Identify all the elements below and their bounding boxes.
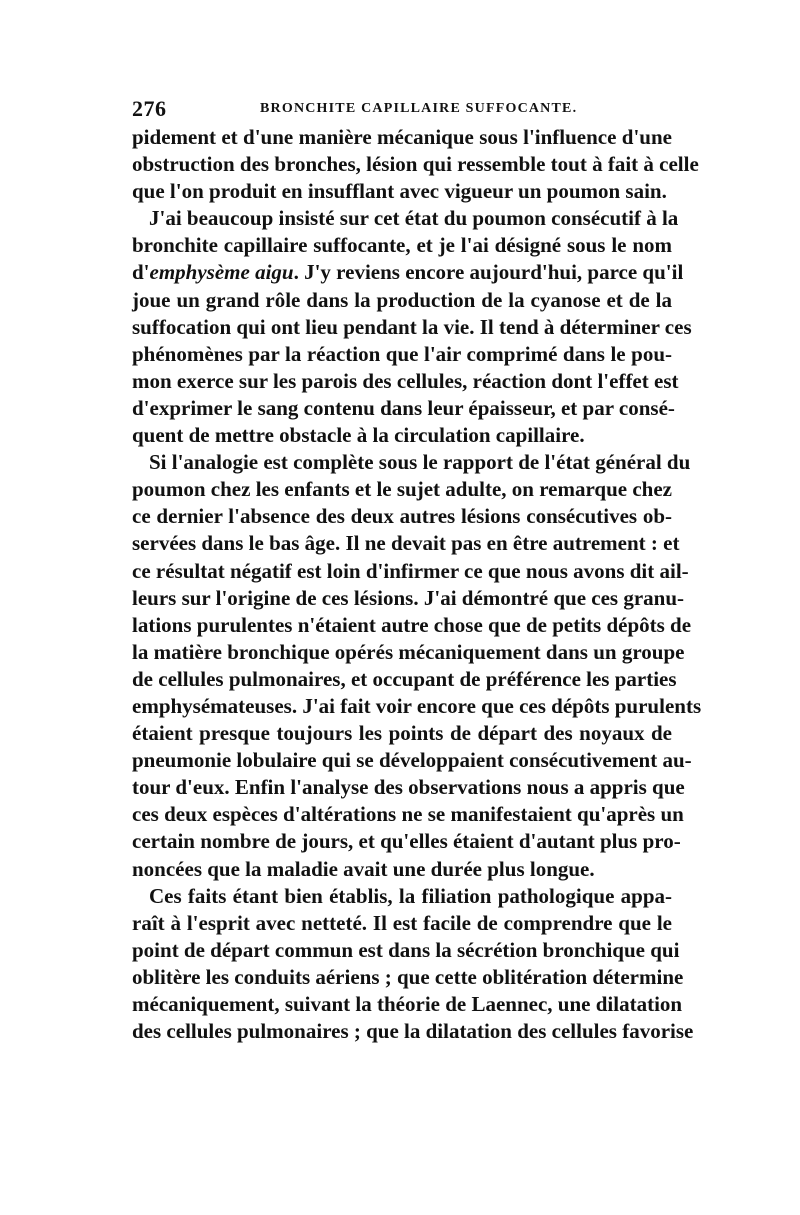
text-fragment: . J'y reviens encore aujourd'hui, parce qu'il	[293, 260, 684, 285]
paragraph-3	[132, 449, 702, 883]
text-line-with-emphasis	[132, 259, 684, 286]
text-line: mon exerce sur les parois des cellules, réaction dont l'effet est	[132, 368, 679, 393]
text-line: phénomènes par la réaction que l'air comprimé dans le pou-	[132, 341, 672, 366]
text-line: Si l'analogie est complète sous le rapport de l'état général du	[149, 450, 691, 475]
text-line: servées dans le bas âge. Il ne devait pas en être autrement : et	[132, 531, 680, 556]
text-line: obstruction des bronches, lésion qui ressemble tout à fait à celle	[132, 152, 699, 177]
text-line: que l'on produit en insufflant avec vigueur un poumon sain.	[132, 179, 667, 204]
text-line: lations purulentes n'étaient autre chose que de petits dépôts de	[132, 612, 692, 637]
text-line: de cellules pulmonaires, et occupant de préférence les parties	[132, 666, 677, 691]
running-head	[132, 96, 672, 126]
text-line: poumon chez les enfants et le sujet adulte, on remarque chez	[132, 477, 672, 502]
emphasized-term: emphysème aigu	[149, 260, 294, 285]
text-line: raît à l'esprit avec netteté. Il est facile de comprendre que le	[132, 910, 672, 935]
text-line: tour d'eux. Enfin l'analyse des observations nous a appris que	[132, 775, 685, 800]
text-line: suffocation qui ont lieu pendant la vie. Il tend à déterminer ces	[132, 314, 692, 339]
page-number: 276	[132, 96, 167, 121]
text-line: pneumonie lobulaire qui se développaient consécutivement au-	[132, 748, 692, 773]
text-line: noncées que la maladie avait une durée plus longue.	[132, 856, 595, 881]
text-line: point de départ commun est dans la sécrétion bronchique qui	[132, 937, 680, 962]
text-line: la matière bronchique opérés mécaniquement dans un groupe	[132, 639, 685, 664]
text-line: emphysémateuses. J'ai fait voir encore que ces dépôts purulents	[132, 693, 702, 718]
text-line: oblitère les conduits aériens ; que cette oblitération détermine	[132, 964, 684, 989]
text-line: ce résultat négatif est loin d'infirmer ce que nous avons dit ail-	[132, 558, 689, 583]
text-line: quent de mettre obstacle à la circulation capillaire.	[132, 423, 585, 448]
paragraph-4	[132, 883, 694, 1046]
paragraph-2	[132, 205, 692, 449]
text-line: J'ai beaucoup insisté sur cet état du poumon consécutif à la	[149, 206, 679, 231]
body-text	[132, 124, 702, 1045]
paragraph-1	[132, 124, 699, 205]
text-line: leurs sur l'origine de ces lésions. J'ai démontré que ces granu-	[132, 585, 684, 610]
text-line: Ces faits étant bien établis, la filiation pathologique appa-	[149, 883, 672, 908]
text-fragment: d'	[132, 260, 150, 285]
text-line: ce dernier l'absence des deux autres lésions consécutives ob-	[132, 504, 672, 529]
text-line: mécaniquement, suivant la théorie de Laennec, une dilatation	[132, 992, 683, 1016]
text-line: ces deux espèces d'altérations ne se manifestaient qu'après un	[132, 802, 684, 827]
text-line: des cellules pulmonaires ; que la dilatation des cellules favorise	[132, 1019, 694, 1044]
text-line: d'exprimer le sang contenu dans leur épaisseur, et par consé-	[132, 395, 675, 420]
text-line: bronchite capillaire suffocante, et je l'ai désigné sous le nom	[132, 233, 672, 258]
text-line: joue un grand rôle dans la production de la cyanose et de la	[132, 287, 672, 312]
running-title: BRONCHITE CAPILLAIRE SUFFOCANTE.	[260, 101, 578, 116]
text-line: certain nombre de jours, et qu'elles étaient d'autant plus pro-	[132, 829, 681, 854]
text-line: étaient presque toujours les points de départ des noyaux de	[132, 721, 672, 746]
text-line: pidement et d'une manière mécanique sous l'influence d'une	[132, 125, 672, 149]
